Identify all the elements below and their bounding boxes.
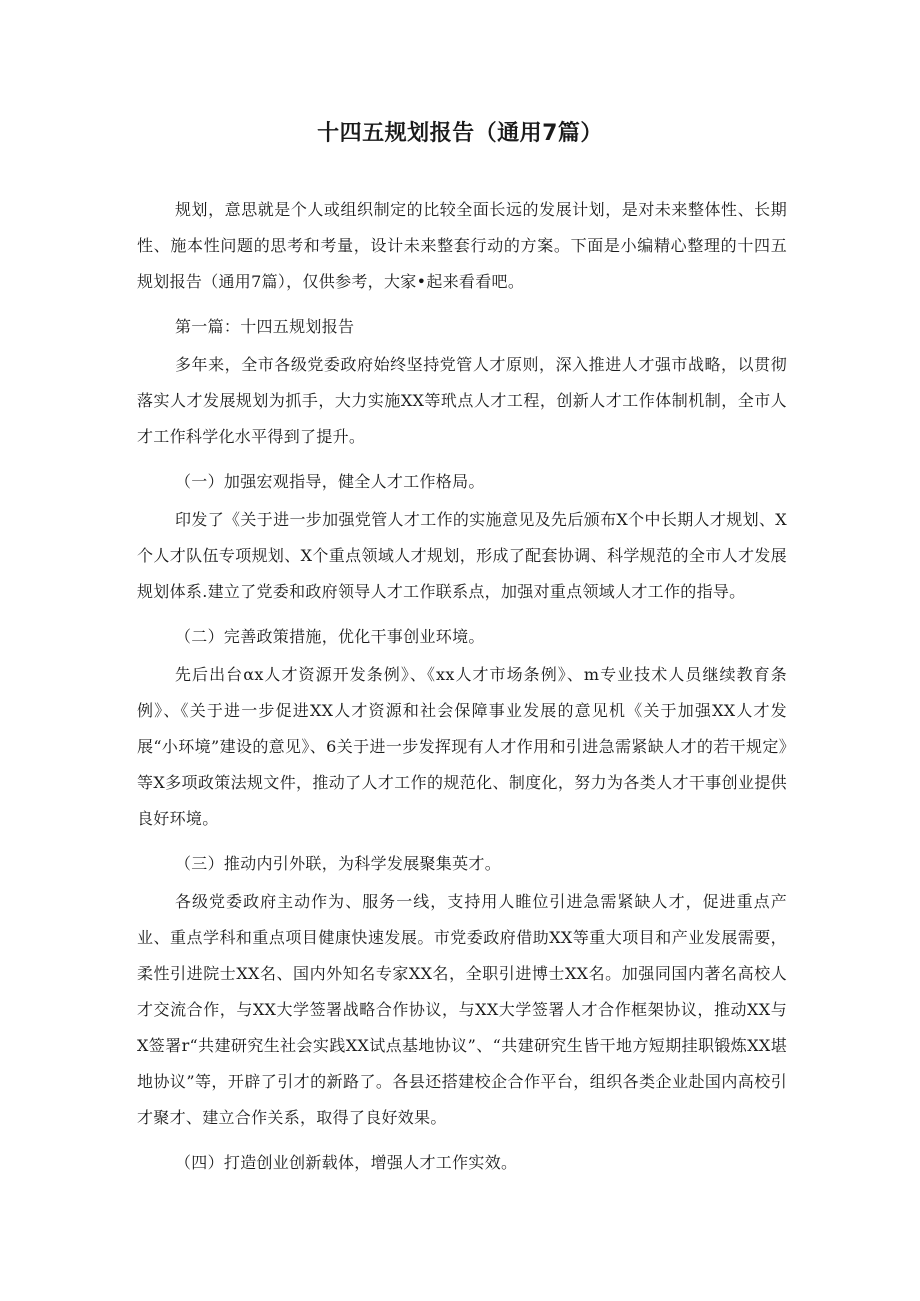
- document-body: [137, 192, 787, 1183]
- subsection-heading: （四）打造创业创新载体，增强人才工作实效。: [175, 1153, 518, 1172]
- subsection-heading: （二）完善政策措施，优化干事创业环境。: [175, 627, 485, 646]
- subsection-heading: （三）推动内引外联，为科学发展聚集英才。: [175, 854, 502, 873]
- section-heading: 第一篇：十四五规划报告: [175, 317, 355, 336]
- subsection-heading: （一）加强宏观指导，健全人才工作格局。: [175, 472, 485, 491]
- intro-paragraph: 规划，意思就是个人或组织制定的比较全面长远的发展计划，是对未来整体性、长期性、施本性问题的思考和考量，设计未来整套行动的方案。下面是小编精心整理的十四五规划报告（通用7篇），仅供参考，大家•起来看看吧。: [137, 200, 787, 291]
- document-title: 十四五规划报告（通用7篇）: [317, 121, 603, 146]
- body-paragraph: 各级党委政府主动作为、服务一线，支持用人睢位引进急需紧缺人才，促进重点产业、重点学科和重点项目健康快速发展。市党委政府借助XX等重大项目和产业发展需要，柔性引进院士XX名、国内外知名专家XX名，全职引进博士XX名。加强同国内著名高校人才交流合作，与XX大学签署战略合作协议，与XX大学签署人才合作框架协议，推动XX与X签署r“共建研究生社会实践XX试点基地协议”、“共建研究生皆干地方短期挂职锻炼XX堪地协议”等，开辟了引才的新路了。各县还搭建校企合作平台，组织各类企业赴国内高校引才聚才、建立合作关系，取得了良好效果。: [137, 892, 787, 1127]
- body-paragraph: 多年来，全市各级党委政府始终坚持党管人才原则，深入推进人才强市战略，以贯彻落实人才发展规划为抓手，大力实施XX等玳点人才工程，创新人才工作体制机制，全市人才工作科学化水平得到了提升。: [137, 355, 787, 446]
- body-paragraph: 印发了《关于进一步加强党管人才工作的实施意见及先后颁布X个中长期人才规划、X个人才队伍专项规划、X个重点领域人才规划，形成了配套协调、科学规范的全市人才发展规划体系.建立了党委和政府领导人才工作联系点，加强对重点领域人才工作的指导。: [137, 510, 787, 601]
- body-paragraph: 先后出台αx人才资源开发条例》、《xx人才市场条例》、m专业技术人员继续教育条例》、《关于进一步促进XX人才资源和社会保障事业发展的意见机《关于加强XX人才发展“小环境”建设的意见》、6关于进一步发挥现有人才作用和引进急需紧缺人才的若干规定》等X多项政策法规文件，推动了人才工作的规范化、制度化，努力为各类人才干事创业提供良好环境。: [137, 665, 787, 828]
